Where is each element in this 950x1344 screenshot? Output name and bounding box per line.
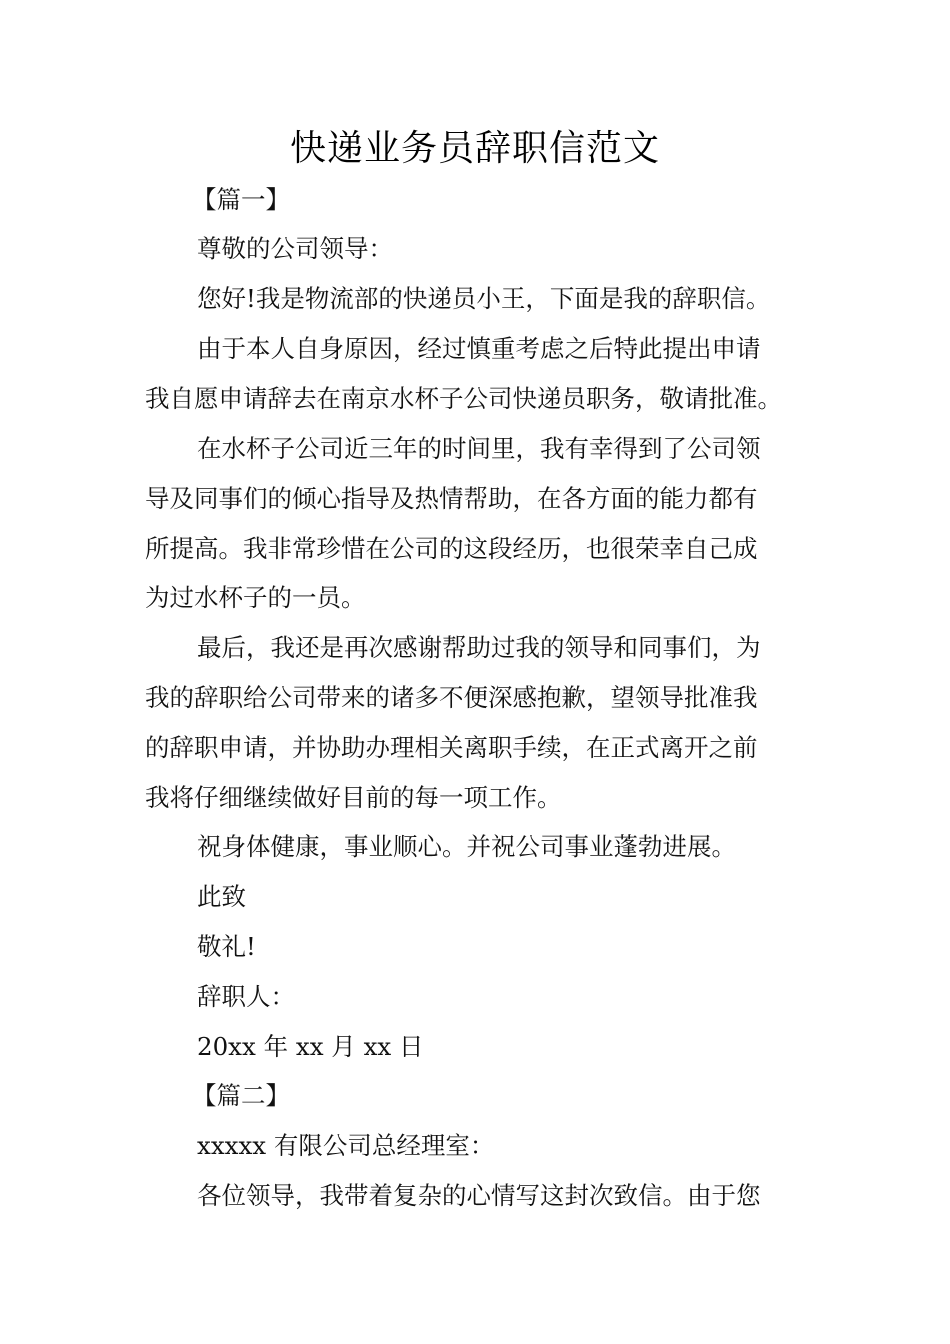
signature-label: 辞职人： bbox=[197, 982, 295, 1011]
paragraph-line: 各位领导，我带着复杂的心情写这封次致信。由于您 bbox=[197, 1181, 761, 1210]
date-line: 20xx 年 xx 月 xx 日 bbox=[197, 1032, 424, 1061]
paragraph-line: 我自愿申请辞去在南京水杯子公司快递员职务，敬请批准。 bbox=[145, 384, 782, 413]
closing-line: 敬礼! bbox=[197, 932, 256, 961]
paragraph-line: 最后，我还是再次感谢帮助过我的领导和同事们，为 bbox=[197, 633, 761, 662]
greeting-line: 您好!我是物流部的快递员小王，下面是我的辞职信。 bbox=[197, 284, 771, 313]
section-heading-2: 【篇二】 bbox=[192, 1081, 290, 1110]
paragraph-line: 由于本人自身原因，经过慎重考虑之后特此提出申请 bbox=[197, 334, 761, 363]
section-heading-1: 【篇一】 bbox=[192, 185, 290, 214]
paragraph-line: 所提高。我非常珍惜在公司的这段经历，也很荣幸自己成 bbox=[145, 534, 758, 563]
paragraph-line: 我的辞职给公司带来的诸多不便深感抱歉，望领导批准我 bbox=[145, 683, 758, 712]
salutation: 尊敬的公司领导： bbox=[197, 234, 393, 263]
paragraph-line: 在水杯子公司近三年的时间里，我有幸得到了公司领 bbox=[197, 434, 761, 463]
paragraph-line: 我将仔细继续做好目前的每一项工作。 bbox=[145, 783, 562, 812]
salutation-2: xxxxx 有限公司总经理室： bbox=[197, 1131, 495, 1160]
document-title: 快递业务员辞职信范文 bbox=[289, 128, 660, 169]
closing-line: 此致 bbox=[197, 882, 246, 911]
paragraph-line: 为过水杯子的一员。 bbox=[145, 583, 366, 612]
closing-wish: 祝身体健康，事业顺心。并祝公司事业蓬勃进展。 bbox=[197, 832, 736, 861]
paragraph-line: 的辞职申请，并协助办理相关离职手续，在正式离开之前 bbox=[145, 733, 758, 762]
paragraph-line: 导及同事们的倾心指导及热情帮助，在各方面的能力都有 bbox=[145, 484, 758, 513]
